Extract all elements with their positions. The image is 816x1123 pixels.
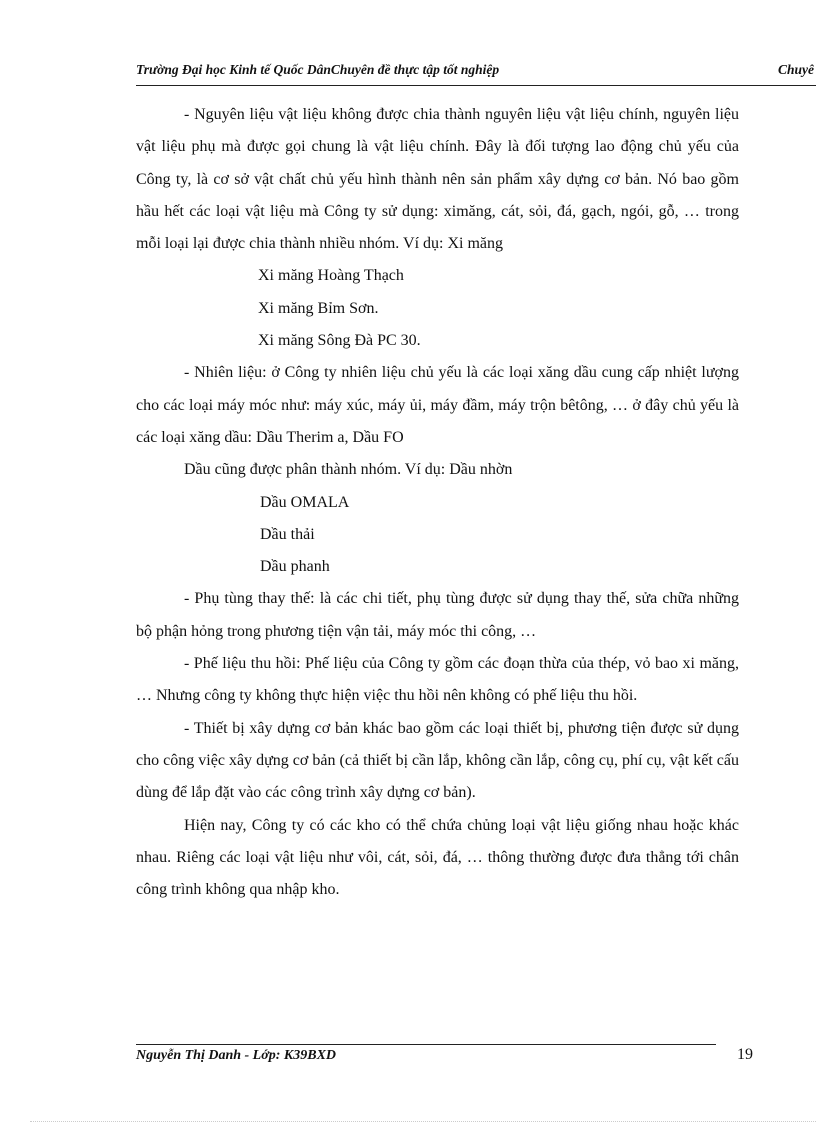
page-number: 19	[737, 1046, 753, 1063]
header-divider	[136, 85, 816, 86]
list-item-cement: Xi măng Sông Đà PC 30.	[258, 332, 421, 350]
paragraph-scrap: - Phế liệu thu hồi: Phế liệu của Công ty gồm các đoạn thừa của thép, vỏ bao xi măng, … Nhưng công ty không thực hiện việc thu hồi nên không có phế liệu thu hồi.	[136, 655, 739, 705]
list-item-cement: Xi măng Bỉm Sơn.	[258, 299, 379, 317]
paragraph-spare-parts: - Phụ tùng thay thế: là các chi tiết, phụ tùng được sử dụng thay thế, sửa chữa những bộ phận hỏng trong phương tiện vận tải, máy móc thi công, …	[136, 590, 739, 640]
document-body	[136, 99, 739, 906]
footer-author: Nguyễn Thị Danh - Lớp: K39BXD	[136, 1048, 337, 1063]
list-item-oil: Dầu thải	[260, 525, 315, 543]
paragraph-oil-groups: Dầu cũng được phân thành nhóm. Ví dụ: Dầu nhờn	[184, 461, 513, 479]
list-item-oil: Dầu phanh	[260, 558, 330, 576]
footer-divider	[136, 1044, 716, 1045]
paragraph-warehouse: Hiện nay, Công ty có các kho có thể chứa chủng loại vật liệu giống nhau hoặc khác nhau. Riêng các loại vật liệu như vôi, cát, sỏi, đá, … thông thường được đưa thẳng tới chân công trình không qua nhập kho.	[136, 816, 739, 899]
page-header	[136, 62, 816, 84]
header-title-truncated: Chuyê	[778, 62, 815, 77]
list-item-cement: Xi măng Hoàng Thạch	[258, 267, 404, 285]
paragraph-equipment: - Thiết bị xây dựng cơ bản khác bao gồm các loại thiết bị, phương tiện được sử dụng cho công việc xây dựng cơ bản (cả thiết bị cần lắp, không cần lắp, công cụ, phí cụ, vật kết cấu dùng để lắp đặt vào các công trình xây dựng cơ bản).	[136, 719, 739, 802]
paragraph-materials: - Nguyên liệu vật liệu không được chia thành nguyên liệu vật liệu chính, nguyên liệu vật liệu phụ mà được gọi chung là vật liệu chính. Đây là đối tượng lao động chủ yếu của Công ty, là cơ sở vật chất chủ yếu hình thành nên sản phẩm xây dựng cơ bản. Nó bao gồm hầu hết các loại vật liệu mà Công ty sử dụng: ximăng, cát, sỏi, đá, gạch, ngói, gỗ, … trong mỗi loại lại được chia thành nhiều nhóm. Ví dụ: Xi măng	[136, 106, 739, 253]
header-title: Trường Đại học Kinh tế Quốc DânChuyên đề thực tập tốt nghiệp	[136, 62, 500, 77]
paragraph-fuel: - Nhiên liệu: ở Công ty nhiên liệu chủ yếu là các loại xăng dầu cung cấp nhiệt lượng cho các loại máy móc như: máy xúc, máy ủi, máy đầm, máy trộn bêtông, … ở đây chủ yếu là các loại xăng dầu: Dầu Therim a, Dầu FO	[136, 364, 739, 446]
page-bottom-border	[30, 1121, 816, 1122]
list-item-oil: Dầu OMALA	[260, 493, 350, 511]
